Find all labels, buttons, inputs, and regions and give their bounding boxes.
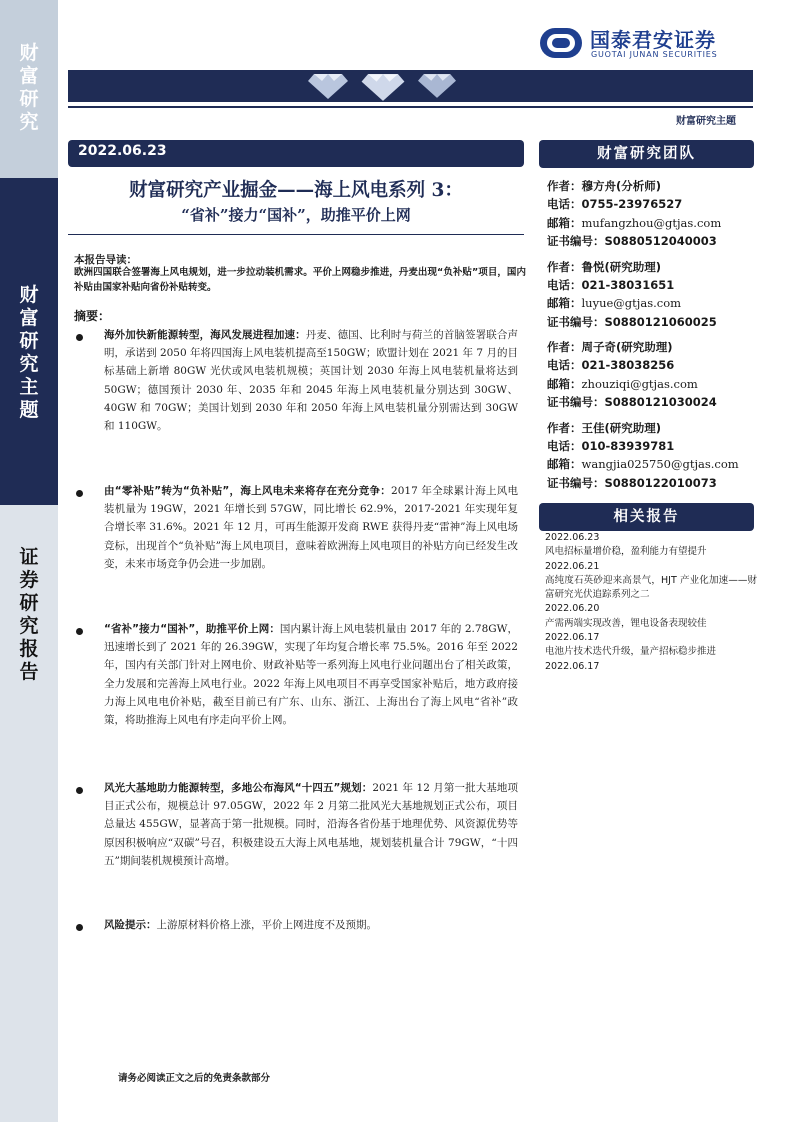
author-line: 作者：鲁悦(研究助理) (547, 260, 662, 274)
author-line: 作者：王佳(研究助理) (547, 421, 662, 435)
report-date: 2022.06.23 (78, 143, 167, 159)
email-line[interactable]: 邮箱：luyue@gtjas.com (547, 296, 682, 310)
abstract-paragraph (104, 326, 518, 435)
paragraph-text: 2017 年全球累计海上风电装机量为 19GW，2021 年增长到 57GW，同比增长 62.9%，2017-2021 年实现年复合增长率 31.6%。2021 年 12 月，可再生能源开发商 RWE 获得丹麦“雷神”海上风电场竞标，出现首个“负补贴”海上风电项目，意味着欧洲海上风电项目的补贴方向已经发生改变，未来市场竞争仍会进一步加剧。 (104, 485, 518, 570)
paragraph-lead: 由“零补贴”转为“负补贴”，海上风电未来将存在充分竞争： (104, 485, 392, 497)
disclaimer: 请务必阅读正文之后的免责条款部分 (118, 1073, 271, 1084)
team-heading: 财富研究团队 (539, 140, 754, 168)
bullet-dot (76, 924, 83, 931)
sidebar-label-securities-report: 证 券 研 究 报 告 (19, 546, 39, 683)
diamond-icon (418, 72, 456, 99)
author-line: 作者：穆方舟(分析师) (547, 179, 662, 193)
guide-heading: 本报告导读： (74, 254, 137, 266)
email-line[interactable]: 邮箱：wangjia025750@gtjas.com (547, 457, 739, 471)
email-line[interactable]: 邮箱：zhouziqi@gtjas.com (547, 377, 698, 391)
paragraph-text: 上游原材料价格上涨，平价上网进度不及预期。 (156, 919, 377, 931)
paragraph-text: 丹麦、德国、比利时与荷兰的首脑签署联合声明，承诺到 2050 年将四国海上风电装机提高至150GW；欧盟计划在 2021 年 7 月的目标基础上新增 80GW 光伏或风电装机规模；英国计划 2030 年海上风电装机量将达到 50GW；德国预计 2030 年、2035 年和 2045 年海上风电装机量分别达到 30GW、40GW 和 70GW；美国计划到 2030 年和 2050 年海上风电装机量分别需达到 30GW 和 110GW。 (104, 329, 518, 433)
bullet-dot (76, 628, 83, 635)
cert-line: 证书编号：S0880512040003 (547, 234, 717, 248)
bullet-dot (76, 787, 83, 794)
bullet-dot (76, 334, 83, 341)
brand-name-en: GUOTAI JUNAN SECURITIES (591, 50, 718, 59)
header-banner (68, 70, 753, 102)
related-heading: 相关报告 (539, 503, 754, 531)
related-report-date: 2022.06.21 (545, 560, 600, 572)
email-line[interactable]: 邮箱：mufangzhou@gtjas.com (547, 216, 722, 230)
abstract-paragraph (104, 779, 518, 870)
related-report-date: 2022.06.20 (545, 603, 600, 615)
sidebar-label-wealth-theme: 财 富 研 究 主 题 (19, 284, 39, 421)
paragraph-text: 2021 年 12 月第一批大基地项目正式公布，规模总计 97.05GW，2022 年 2 月第二批风光大基地规划正式公布，项目总量达 455GW，显著高于第一批规模。同时，沿海各省份基于地理优势、风资源优势等原因积极响应“双碳”号召，积极建设五大海上风电基地，规划装机量合计 79GW，“十四五”期间装机规模预计高增。 (104, 782, 518, 867)
guide-text: 欧洲四国联合签署海上风电规划，进一步拉动装机需求。平价上网稳步推进，丹麦出现“负补贴”项目，国内补贴由国家补贴向省份补贴转变。 (74, 267, 526, 293)
related-report-date: 2022.06.23 (545, 532, 600, 543)
paragraph-lead: 风险提示： (104, 919, 157, 931)
diamond-icon (308, 72, 348, 100)
cert-line: 证书编号：S0880121030024 (547, 395, 717, 409)
related-report-link[interactable]: 风电招标量增价稳，盈利能力有望提升 (545, 546, 707, 558)
title-divider (68, 234, 524, 235)
related-report-link[interactable]: 电池片技术迭代升级，量产招标稳步推进 (545, 646, 717, 658)
related-report-link[interactable]: 产需两端实现改善，锂电设备表现较佳 (545, 617, 707, 629)
related-report-date: 2022.06.17 (545, 660, 600, 672)
paragraph-lead: 风光大基地助力能源转型，多地公布海风“十四五”规划： (104, 782, 373, 794)
report-subtitle: “省补”接力“国补”，助推平价上网 (181, 206, 411, 224)
sidebar-label-wealth-research: 财 富 研 究 (19, 42, 39, 133)
diamond-icon (358, 72, 408, 102)
phone-line: 电话：021-38031651 (547, 278, 675, 292)
abstract-heading: 摘要： (74, 309, 111, 323)
related-report-date: 2022.06.17 (545, 632, 600, 644)
brand-name-cn: 国泰君安证券 (590, 28, 716, 52)
bullet-dot (76, 490, 83, 497)
report-title: 财富研究产业掘金——海上风电系列 3： (129, 180, 463, 201)
paragraph-text: 国内累计海上风电装机量由 2017 年的 2.78GW，迅速增长到了 2021 年的 26.39GW，实现了年均复合增长率 75.5%。2016 年至 2022 年，国内有关部门针对上网电价、财政补贴等一系列海上风电行业问题出台了相关政策，全力发展和完善海上风电行业。2022 年海上风电项目不再享受国家补贴后，地方政府接力海上风电电价补贴，截至目前已有广东、山东、浙江、上海出台了海上风电“省补”政策，将助推海上风电有序走向平价上网。 (104, 623, 518, 727)
paragraph-lead: 海外加快新能源转型，海风发展进程加速： (104, 329, 306, 341)
series-tag: 财富研究主题 (676, 116, 736, 127)
cert-line: 证书编号：S0880122010073 (547, 476, 717, 490)
abstract-paragraph (104, 620, 518, 729)
phone-line: 电话：0755-23976527 (547, 197, 683, 211)
phone-line: 电话：010-83939781 (547, 439, 675, 453)
related-report-link[interactable]: 高纯度石英砂迎来高景气，HJT 产业化加速——财富研究光伏追踪系列之二 (545, 574, 757, 601)
cert-line: 证书编号：S0880121060025 (547, 315, 717, 329)
paragraph-lead: “省补”接力“国补”，助推平价上网： (104, 623, 280, 635)
abstract-paragraph (104, 482, 518, 573)
header-rule (68, 106, 753, 108)
risk-paragraph (104, 916, 518, 934)
phone-line: 电话：021-38038256 (547, 358, 675, 372)
related-report-list (545, 531, 757, 674)
author-line: 作者：周子奇(研究助理) (547, 340, 673, 354)
brand-logo-icon (540, 28, 582, 58)
